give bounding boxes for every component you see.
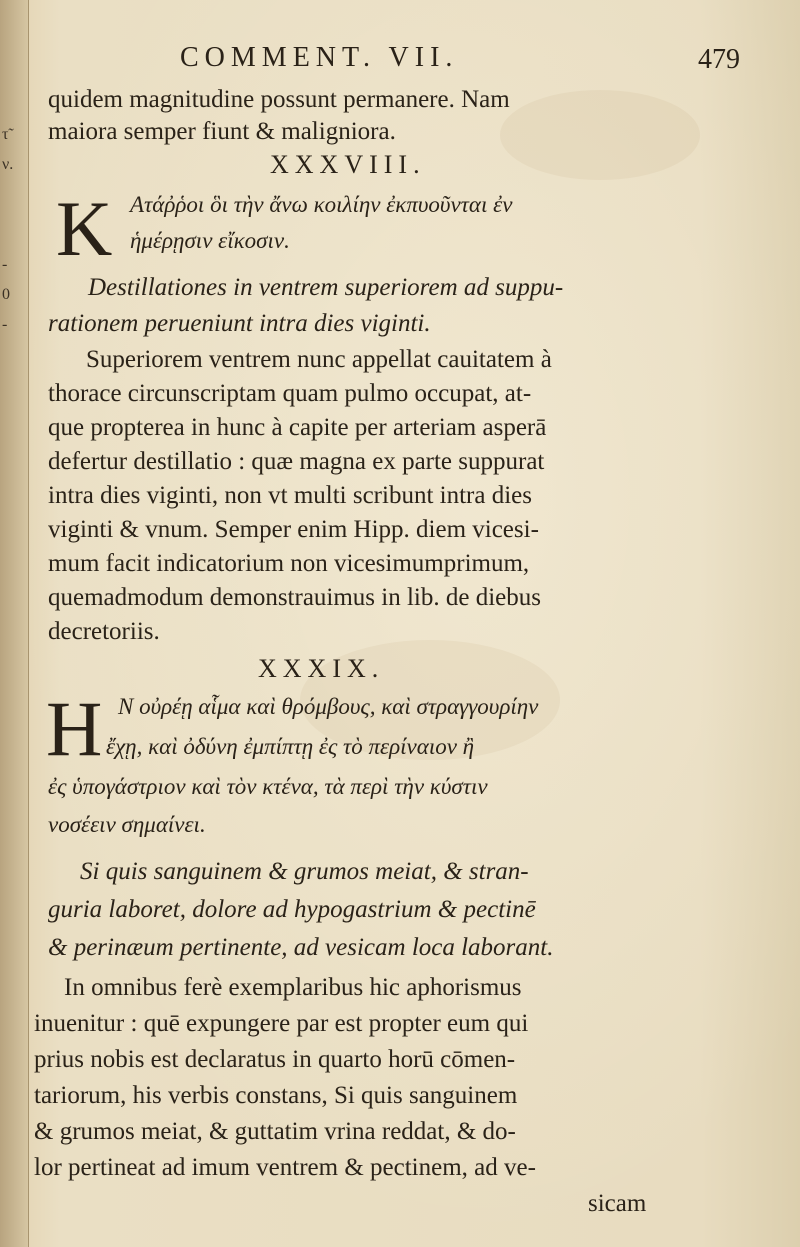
margin-mark: τ̃ — [2, 126, 9, 143]
latin-translation: & perinæum pertinente, ad vesicam loca laborant. — [48, 934, 554, 961]
commentary-line: & grumos meiat, & guttatim vrina reddat, & do- — [34, 1118, 516, 1145]
margin-mark: - — [2, 256, 8, 273]
latin-translation: Si quis sanguinem & grumos meiat, & stran- — [80, 858, 529, 885]
text-line: maiora semper fiunt & maligniora. — [48, 118, 396, 145]
page-number: 479 — [698, 44, 740, 75]
text-line: quidem magnitudine possunt permanere. Nam — [48, 86, 510, 113]
page-header — [180, 42, 740, 82]
commentary-line: lor pertineat ad imum ventrem & pectinem, ad ve- — [34, 1154, 536, 1181]
latin-translation: rationem perueniunt intra dies viginti. — [48, 310, 431, 337]
latin-translation: Destillationes in ventrem superiorem ad suppu- — [88, 274, 564, 301]
commentary-line: prius nobis est declaratus in quarto horū cōmen- — [34, 1046, 516, 1073]
margin-mark: ν. — [2, 156, 14, 173]
greek-line: νοσέειν σημαίνει. — [48, 812, 206, 837]
margin-mark: 0 — [2, 286, 10, 303]
drop-cap: K — [56, 185, 113, 272]
greek-line: Ατάῤῥοι ὃι τὴν ἄνω κοιλίην ἐκπυοῦνται ἐν — [130, 192, 513, 217]
commentary-line: inuenitur : quē expungere par est propter eum qui — [34, 1010, 529, 1037]
commentary-line: Superiorem ventrem nunc appellat cauitatem à — [86, 346, 552, 373]
commentary-line: defertur destillatio : quæ magna ex parte suppurat — [48, 448, 545, 475]
commentary-line: thorace circunscriptam quam pulmo occupat, at- — [48, 380, 532, 407]
commentary-line: tariorum, his verbis constans, Si quis sanguinem — [34, 1082, 518, 1109]
section-heading: XXXIX. — [258, 654, 385, 683]
margin-marks — [2, 120, 20, 340]
section-heading: XXXVIII. — [270, 150, 426, 179]
greek-line: ἐς ὑπογάστριον καὶ τὸν κτένα, τὰ περὶ τὴν κύστιν — [48, 774, 488, 799]
commentary-line: que propterea in hunc à capite per arteriam asperā — [48, 414, 547, 441]
running-title: COMMENT. VII. — [180, 42, 459, 73]
latin-translation: guria laboret, dolore ad hypogastrium & pectinē — [48, 896, 536, 923]
margin-mark: - — [2, 316, 8, 333]
commentary-line: mum facit indicatorium non vicesimumprimum, — [48, 550, 530, 577]
greek-line: Ν οὐρέῃ αἷμα καὶ θρόμβους, καὶ στραγγουρίην — [118, 694, 539, 719]
commentary-line: intra dies viginti, non vt multi scribunt intra dies — [48, 482, 532, 509]
commentary-line: decretoriis. — [48, 618, 160, 645]
commentary-line: In omnibus ferè exemplaribus hic aphorismus — [64, 974, 522, 1001]
commentary-line: quemadmodum demonstrauimus in lib. de diebus — [48, 584, 541, 611]
drop-cap: H — [46, 685, 103, 772]
catchword: sicam — [588, 1190, 647, 1217]
commentary-line: viginti & vnum. Semper enim Hipp. diem vicesi- — [48, 516, 539, 543]
greek-line: ἡμέρῃσιν εἴκοσιν. — [130, 228, 290, 253]
greek-line: ἔχῃ, καὶ ὀδύνη ἐμπίπτῃ ἐς τὸ περίναιον ἢ — [106, 734, 475, 759]
